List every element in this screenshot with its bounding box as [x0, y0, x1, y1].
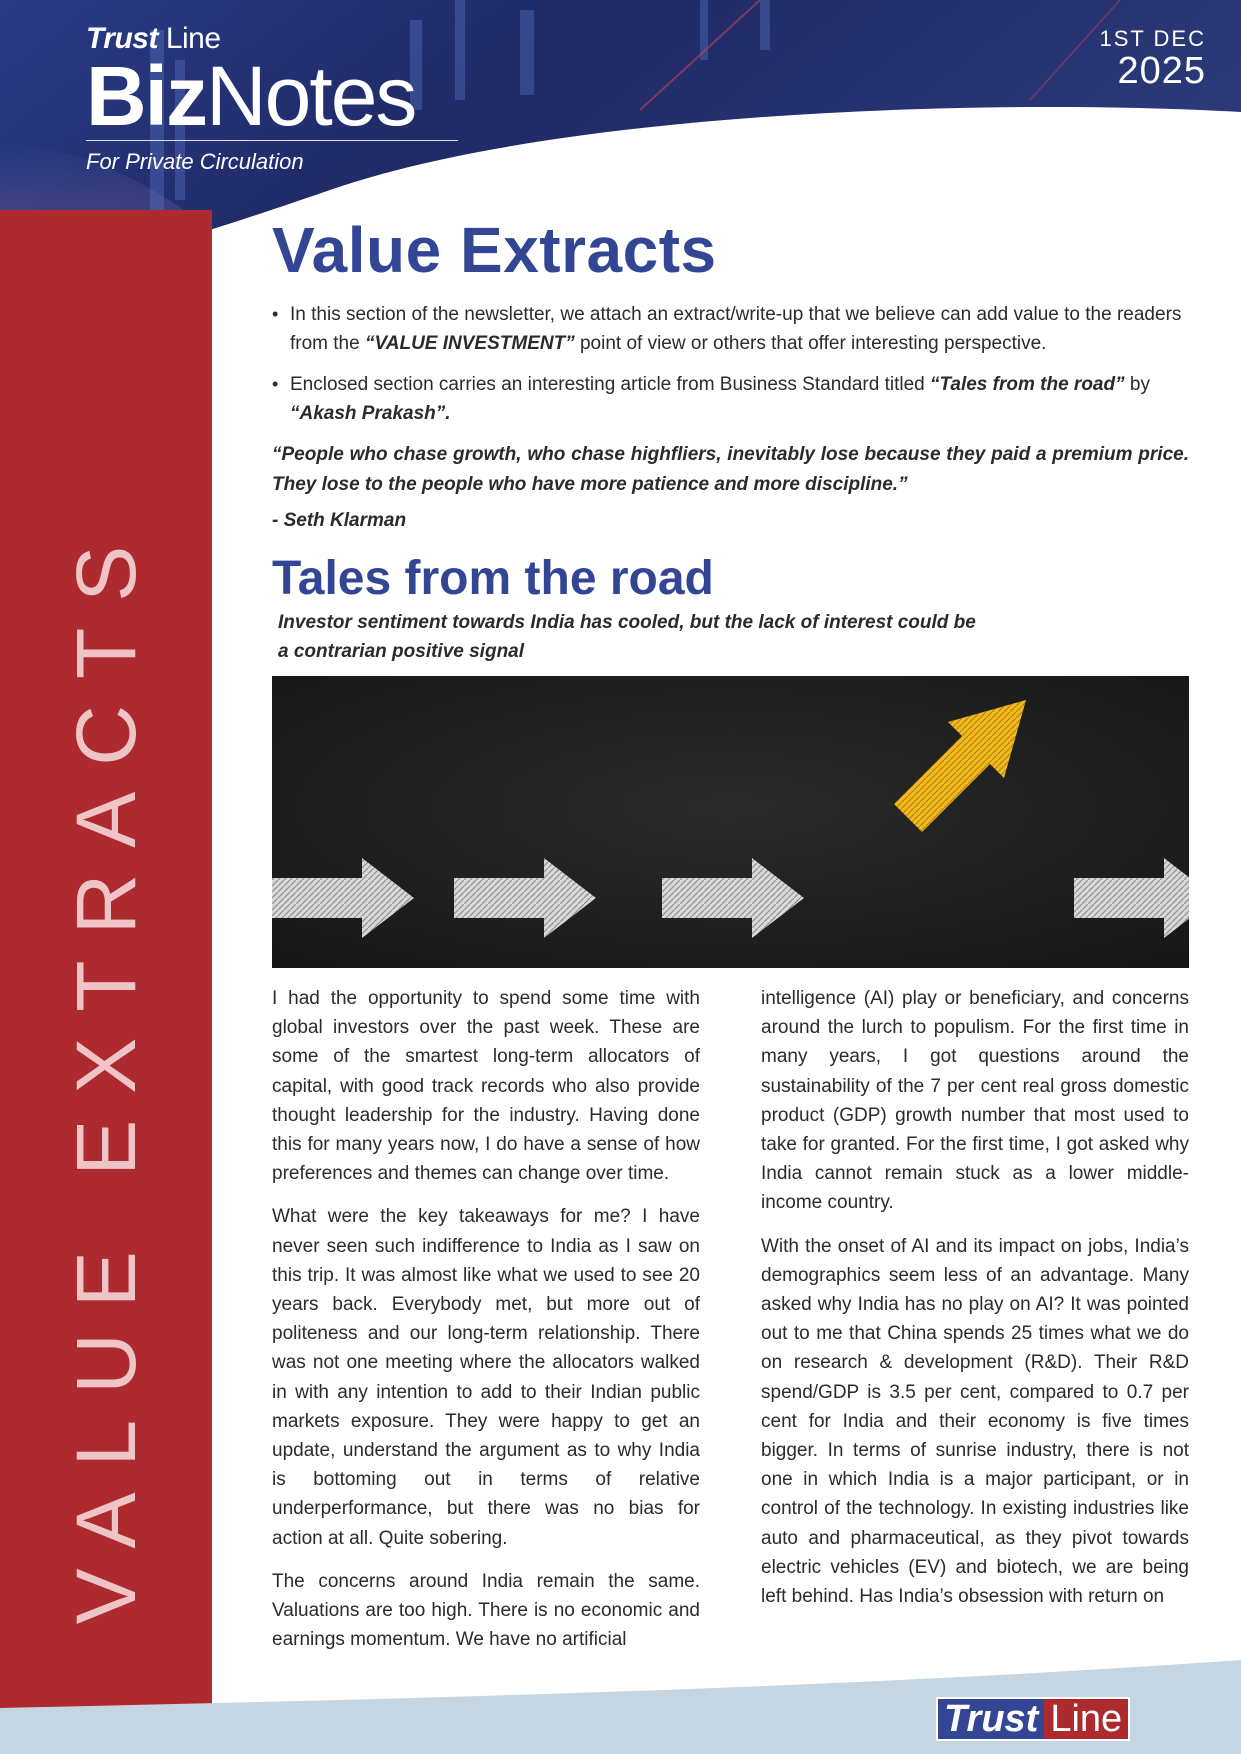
bullet2-pre: Enclosed section carries an interesting article from Business Standard titled: [290, 374, 930, 395]
intro-bullet: [272, 300, 1189, 358]
article-paragraph: With the onset of AI and its impact on jobs, India’s demographics seem less of an advantage. Many asked why India has no play on AI? It was pointed out to me that China spends 25 times what we do on research & development (R&D). Their R&D spend/GDP is 3.5 per cent, compared to 0.7 per cent for India and their economy is five times bigger. In terms of sunrise industry, there is not one in which India is a major participant, or in control of the technology. In existing industries like auto and pharmaceutical, as they pivot towards electric vehicles (EV) and biotech, we are being left behind. Has India’s obsession with return on: [761, 1235, 1189, 1608]
pull-quote: “People who chase growth, who chase highfliers, inevitably lose because they paid a premium price. They lose to the people who have more patience and more discipline.”: [272, 444, 1189, 495]
article-paragraph: The concerns around India remain the same. Valuations are too high. There is no economic and earnings momentum. We have no artificial: [272, 1570, 700, 1651]
masthead-biznotes: [86, 49, 458, 143]
footer-logo: [936, 1697, 1130, 1741]
main-content: [272, 214, 1189, 1668]
article-column-left: [272, 984, 700, 1668]
issue-date: [1099, 26, 1206, 90]
masthead-trust: Trust: [86, 22, 158, 55]
footer-logo-line: Line: [1044, 1699, 1128, 1739]
article-paragraph: I had the opportunity to spend some time with global investors over the past week. These are some of the smartest long-term allocators of capital, with good track records who also provide thought leadership for the industry. Having done this for many years now, I do have a sense of how preferences and themes can change over time.: [272, 988, 700, 1185]
masthead-notes: Notes: [206, 49, 416, 143]
intro-bullets: [272, 300, 1189, 428]
intro-bullet: [272, 370, 1189, 428]
article-paragraph: intelligence (AI) play or beneficiary, and concerns around the lurch to populism. For the first time in many years, I got questions around the sustainability of the 7 per cent real gross domestic product (GDP) growth number that most used to take for granted. For the first time, I got asked why India cannot remain stuck as a lower middle-income country.: [761, 988, 1189, 1214]
article-column-right: [761, 984, 1189, 1668]
bullet1-emphasis: “VALUE INVESTMENT”: [364, 333, 575, 354]
bullet2-article-title: “Tales from the road”: [929, 374, 1125, 395]
bullet-icon: •: [272, 304, 279, 324]
article-columns: [272, 984, 1189, 1668]
article-title: Tales from the road: [272, 552, 714, 605]
quote-author: - Seth Klarman: [272, 510, 407, 531]
section-title: Value Extracts: [272, 214, 717, 286]
issue-date-year: 2025: [1117, 50, 1206, 92]
bullet2-mid: by: [1124, 374, 1150, 395]
issue-date-day: 1ST DEC: [1099, 26, 1206, 51]
bullet1-post: point of view or others that offer interesting perspective.: [574, 333, 1047, 354]
masthead-biz: Biz: [86, 49, 206, 143]
article-paragraph: What were the key takeaways for me? I have never seen such indifference to India as I saw on this trip. It was almost like what we used to see 20 years back. Everybody met, but more out of politeness and our long-term relationship. There was not one meeting where the allocators walked in with any intention to add to their Indian public markets exposure. They were happy to get an update, understand the argument as to why India is bottoming out in terms of relative underperformance, but there was no bias for action at all. Quite sobering.: [272, 1206, 700, 1549]
arrows-image: [272, 676, 1189, 968]
masthead-logo: [86, 22, 458, 175]
bullet-icon: •: [272, 374, 279, 394]
masthead-line: Line: [165, 22, 221, 55]
article-deck: Investor sentiment towards India has cooled, but the lack of interest could be a contrarian positive signal: [278, 612, 976, 662]
footer-logo-trust: Trust: [938, 1699, 1044, 1739]
bullet2-author: “Akash Prakash”.: [290, 403, 451, 424]
bullet1-pre: In this section of the newsletter, we attach an extract/write-up that we believe can add value to the readers from the: [290, 304, 1182, 354]
masthead-tagline: For Private Circulation: [86, 149, 304, 174]
side-section-label: VALUE EXTRACTS: [59, 519, 153, 1625]
